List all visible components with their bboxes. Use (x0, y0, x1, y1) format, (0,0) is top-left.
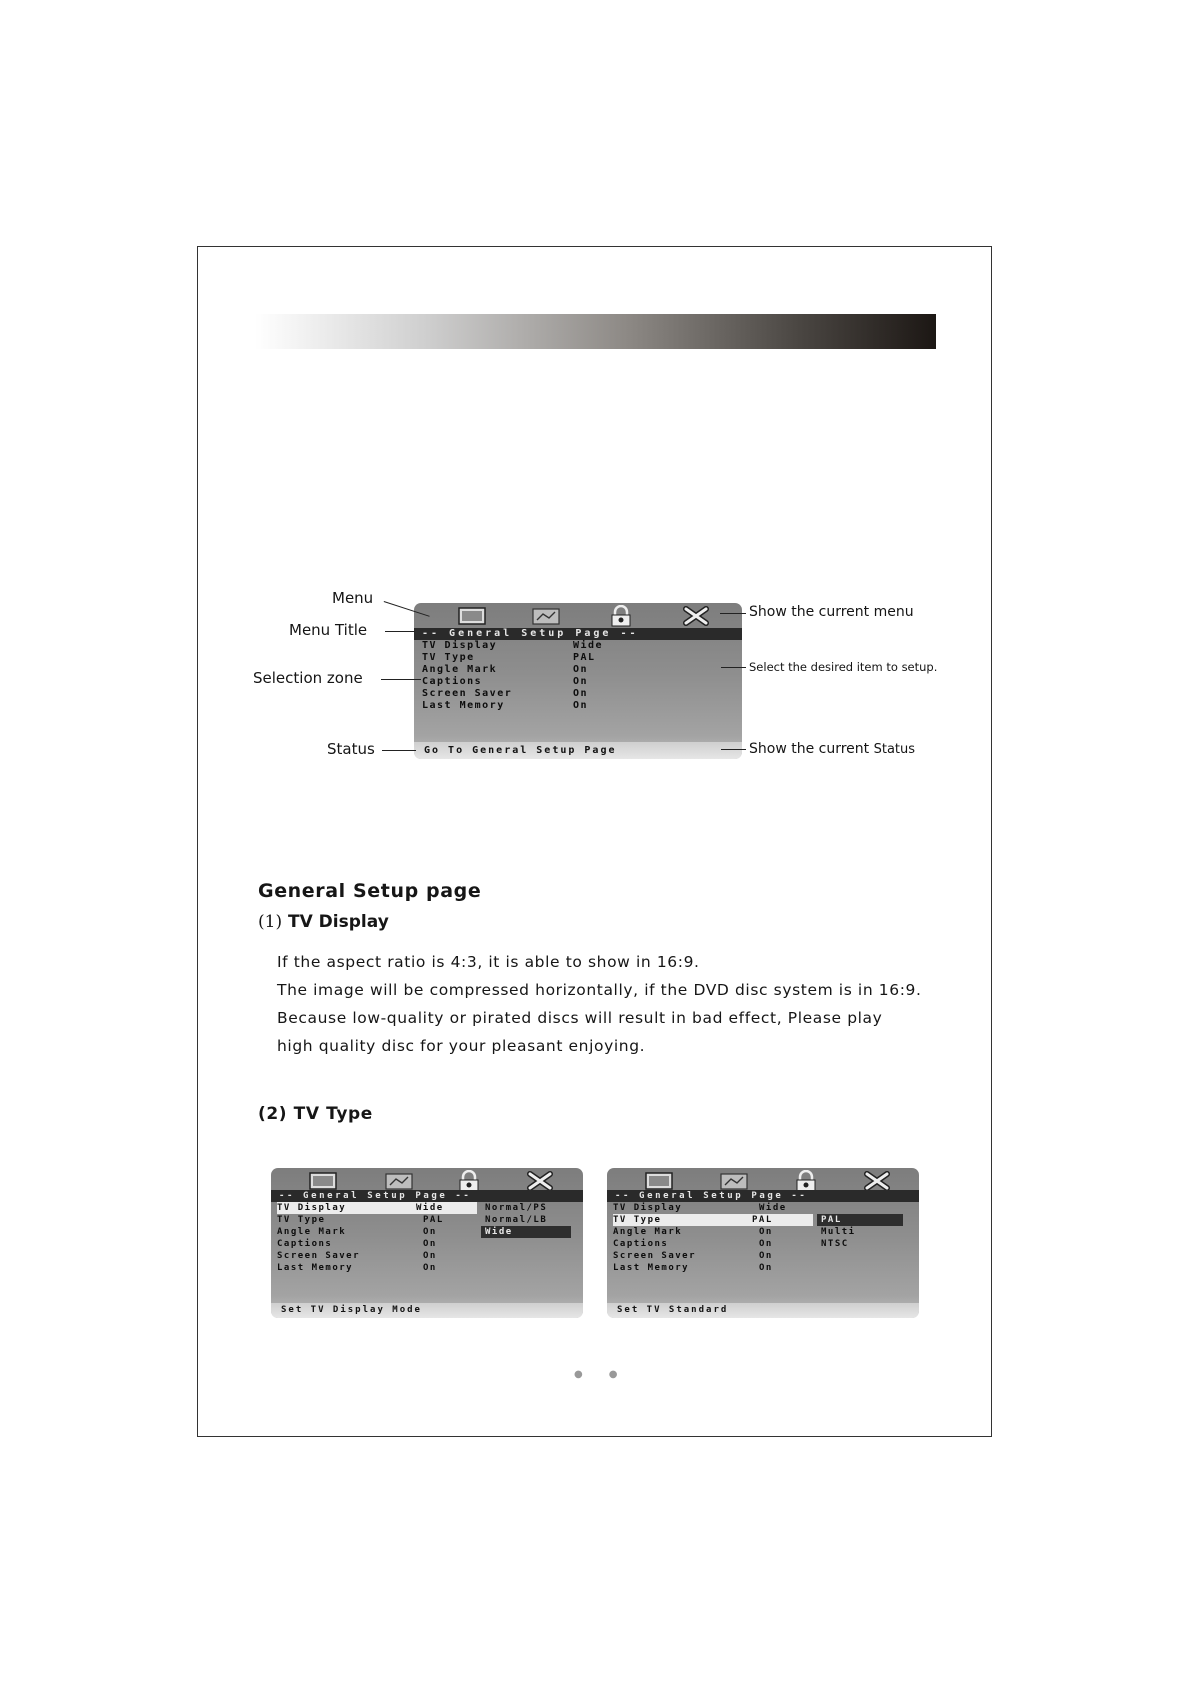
osd-item-label[interactable]: Angle Mark (613, 1227, 683, 1237)
osd-item-value: On (759, 1251, 773, 1261)
page-number-dots: ●● (574, 1369, 644, 1380)
lock-icon[interactable] (791, 1170, 821, 1192)
osd-option-selected[interactable]: Wide (481, 1226, 571, 1238)
osd-option[interactable]: Multi (821, 1227, 856, 1237)
paragraph-line: The image will be compressed horizontally, if the DVD disc system is in 16:9. (277, 981, 922, 999)
osd-icon-bar (414, 603, 742, 628)
osd-option[interactable]: NTSC (821, 1239, 849, 1249)
osd-item-label[interactable]: TV Display (422, 640, 498, 651)
speaker-icon[interactable] (719, 1170, 749, 1192)
osd-option[interactable]: Normal/PS (485, 1203, 548, 1213)
paragraph-line: Because low-quality or pirated discs will result in bad effect, Please play (277, 1009, 883, 1027)
leader-line (381, 679, 421, 680)
header-gradient-bar (255, 314, 936, 349)
leader-line (720, 613, 746, 614)
osd-item-label[interactable]: Last Memory (422, 700, 505, 711)
speaker-icon[interactable] (384, 1170, 414, 1192)
osd-item-value: PAL (752, 1214, 804, 1226)
callout-select-item: Select the desired item to setup. (749, 660, 938, 674)
osd-item-label[interactable]: Screen Saver (277, 1251, 361, 1261)
tv-icon[interactable] (644, 1170, 674, 1192)
osd-status-bar: Set TV Standard (607, 1303, 919, 1318)
exit-icon[interactable] (862, 1170, 892, 1192)
osd-item-value: PAL (573, 652, 596, 663)
tv-icon[interactable] (308, 1170, 338, 1192)
exit-icon[interactable] (525, 1170, 555, 1192)
subsection-tv-type: (2) TV Type (258, 1104, 373, 1124)
section-heading: General Setup page (258, 880, 482, 902)
osd-tv-display-screen (271, 1168, 583, 1318)
osd-status-bar: Go To General Setup Page (414, 742, 742, 759)
paragraph-line: If the aspect ratio is 4:3, it is able to show in 16:9. (277, 953, 700, 971)
osd-item-label[interactable]: Captions (422, 676, 483, 687)
osd-item-label[interactable]: Screen Saver (613, 1251, 697, 1261)
osd-menu-title: -- General Setup Page -- (607, 1190, 919, 1202)
osd-item-value: On (759, 1263, 773, 1273)
osd-item-label: TV Type (613, 1215, 662, 1225)
osd-item-label[interactable]: Last Memory (277, 1263, 354, 1273)
leader-line (721, 667, 746, 668)
lock-icon[interactable] (454, 1170, 484, 1192)
osd-item-label: TV Display (277, 1203, 347, 1213)
osd-menu-title: -- General Setup Page -- (414, 628, 742, 640)
paragraph-line: high quality disc for your pleasant enjoying. (277, 1037, 646, 1055)
osd-tv-type-screen (607, 1168, 919, 1318)
osd-item-label[interactable]: TV Display (613, 1203, 683, 1213)
speaker-icon[interactable] (531, 605, 561, 627)
exit-icon[interactable] (681, 605, 711, 627)
osd-item-value: On (759, 1227, 773, 1237)
osd-item-label[interactable]: Captions (277, 1239, 333, 1249)
osd-item-value: On (573, 700, 589, 711)
osd-item-label[interactable]: TV Type (277, 1215, 326, 1225)
osd-menu-title: -- General Setup Page -- (271, 1190, 583, 1202)
lock-icon[interactable] (606, 605, 636, 627)
subsection-title: TV Display (288, 912, 389, 932)
osd-item-value: On (423, 1227, 437, 1237)
osd-item-value: Wide (416, 1202, 468, 1214)
osd-item-value: On (573, 688, 589, 699)
tv-icon[interactable] (457, 605, 487, 627)
leader-line (385, 631, 415, 632)
osd-item-label[interactable]: Captions (613, 1239, 669, 1249)
osd-option-selected[interactable]: PAL (817, 1214, 903, 1226)
osd-item-value: On (573, 676, 589, 687)
callout-show-menu: Show the current menu (749, 604, 914, 620)
osd-item-value: On (423, 1251, 437, 1261)
leader-line (382, 750, 416, 751)
osd-item-value: Wide (573, 640, 604, 651)
callout-selection-zone: Selection zone (253, 669, 363, 687)
osd-item-value: On (759, 1239, 773, 1249)
osd-item-label[interactable]: Angle Mark (277, 1227, 347, 1237)
tv-display-description (277, 948, 977, 1060)
subsection-number: (1) (258, 912, 283, 932)
osd-option[interactable]: Normal/LB (485, 1215, 548, 1225)
osd-item-label[interactable]: Screen Saver (422, 688, 513, 699)
osd-item-value: On (423, 1263, 437, 1273)
osd-item-value: On (573, 664, 589, 675)
callout-show-status-word: Status (873, 742, 916, 757)
osd-item-value: PAL (423, 1215, 444, 1225)
osd-item-label[interactable]: TV Type (422, 652, 475, 663)
subsection-tv-display (258, 912, 389, 932)
osd-status-bar: Set TV Display Mode (271, 1303, 583, 1318)
osd-item-value: On (423, 1239, 437, 1249)
osd-item-value: Wide (759, 1203, 787, 1213)
callout-menu-title: Menu Title (289, 621, 368, 639)
callout-show-status-prefix: Show the current (749, 741, 870, 757)
callout-menu: Menu (332, 589, 374, 607)
osd-item-label[interactable]: Angle Mark (422, 664, 498, 675)
leader-line (721, 749, 746, 750)
osd-main-screen (414, 603, 742, 759)
osd-item-label[interactable]: Last Memory (613, 1263, 690, 1273)
callout-show-status (749, 741, 915, 757)
callout-status: Status (327, 740, 375, 758)
